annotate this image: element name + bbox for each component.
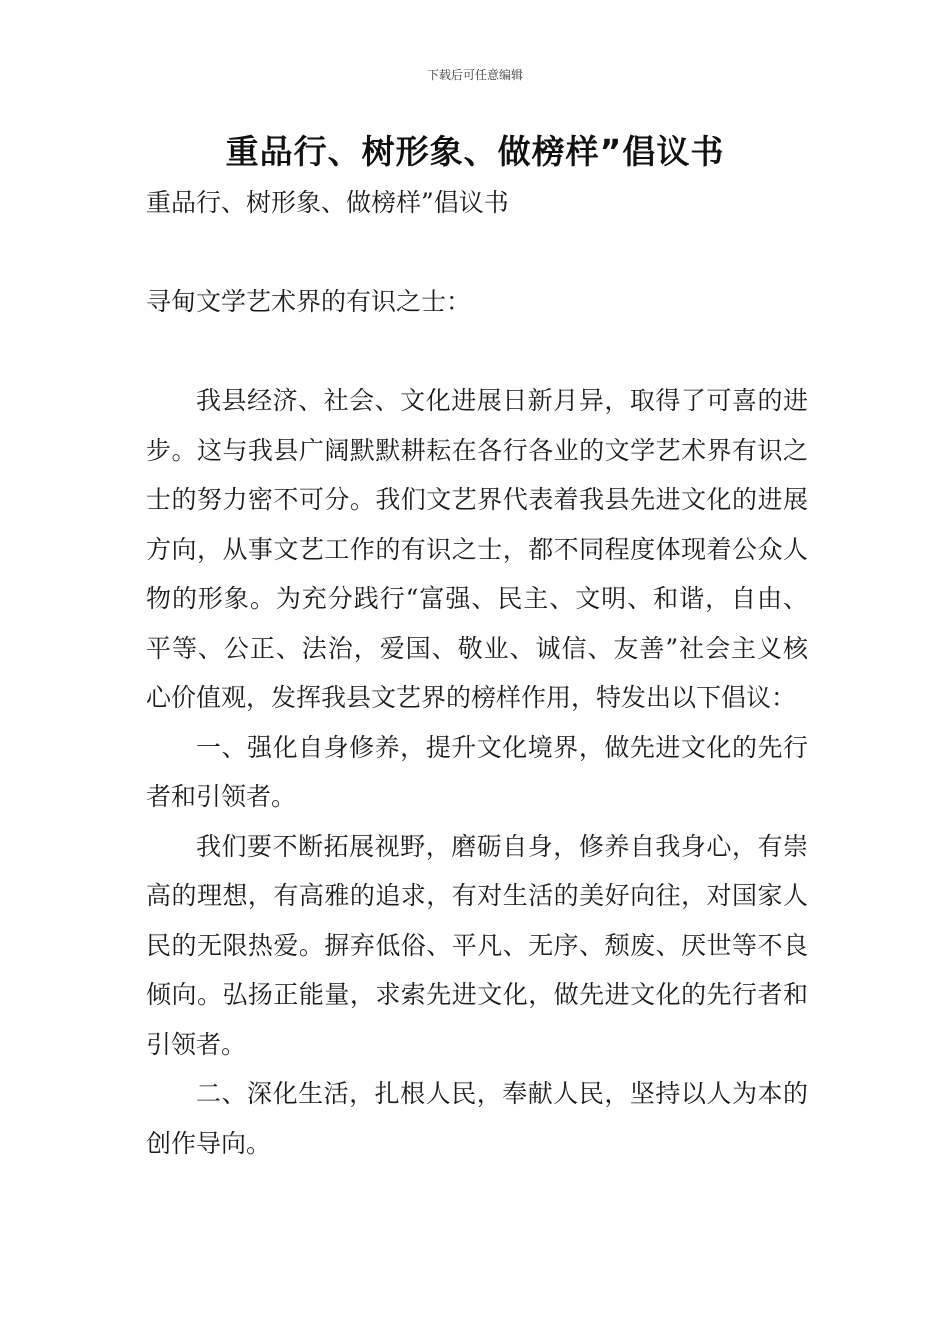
salutation: 寻甸文学艺术界的有识之士： (146, 287, 472, 316)
header-note: 下载后可任意编辑 (426, 68, 523, 82)
document-body (146, 178, 808, 1168)
document-subtitle: 重品行、树形象、做榜样”倡议书 (146, 188, 509, 217)
body-paragraph: 一、强化自身修养，提升文化境界，做先进文化的先行者和引领者。 (146, 732, 808, 811)
body-paragraph: 我们要不断拓展视野，磨砺自身，修养自我身心，有崇高的理想，有高雅的追求，有对生活的美好向往，对国家人民的无限热爱。摒弃低俗、平凡、无序、颓废、厌世等不良倾向。弘扬正能量，求索先进文化，做先进文化的先行者和引领者。 (146, 831, 808, 1059)
body-paragraph: 二、深化生活，扎根人民，奉献人民，坚持以人为本的创作导向。 (146, 1079, 808, 1158)
body-paragraph: 我县经济、社会、文化进展日新月异，取得了可喜的进步。这与我县广阔默默耕耘在各行各业的文学艺术界有识之士的努力密不可分。我们文艺界代表着我县先进文化的进展方向，从事文艺工作的有识之士，都不同程度体现着公众人物的形象。为充分践行“富强、民主、文明、和谐，自由、平等、公正、法治，爱国、敬业、诚信、友善”社会主义核心价值观，发挥我县文艺界的榜样作用，特发出以下倡议： (146, 386, 808, 712)
document-title: 重品行、树形象、做榜样”倡议书 (225, 132, 725, 171)
